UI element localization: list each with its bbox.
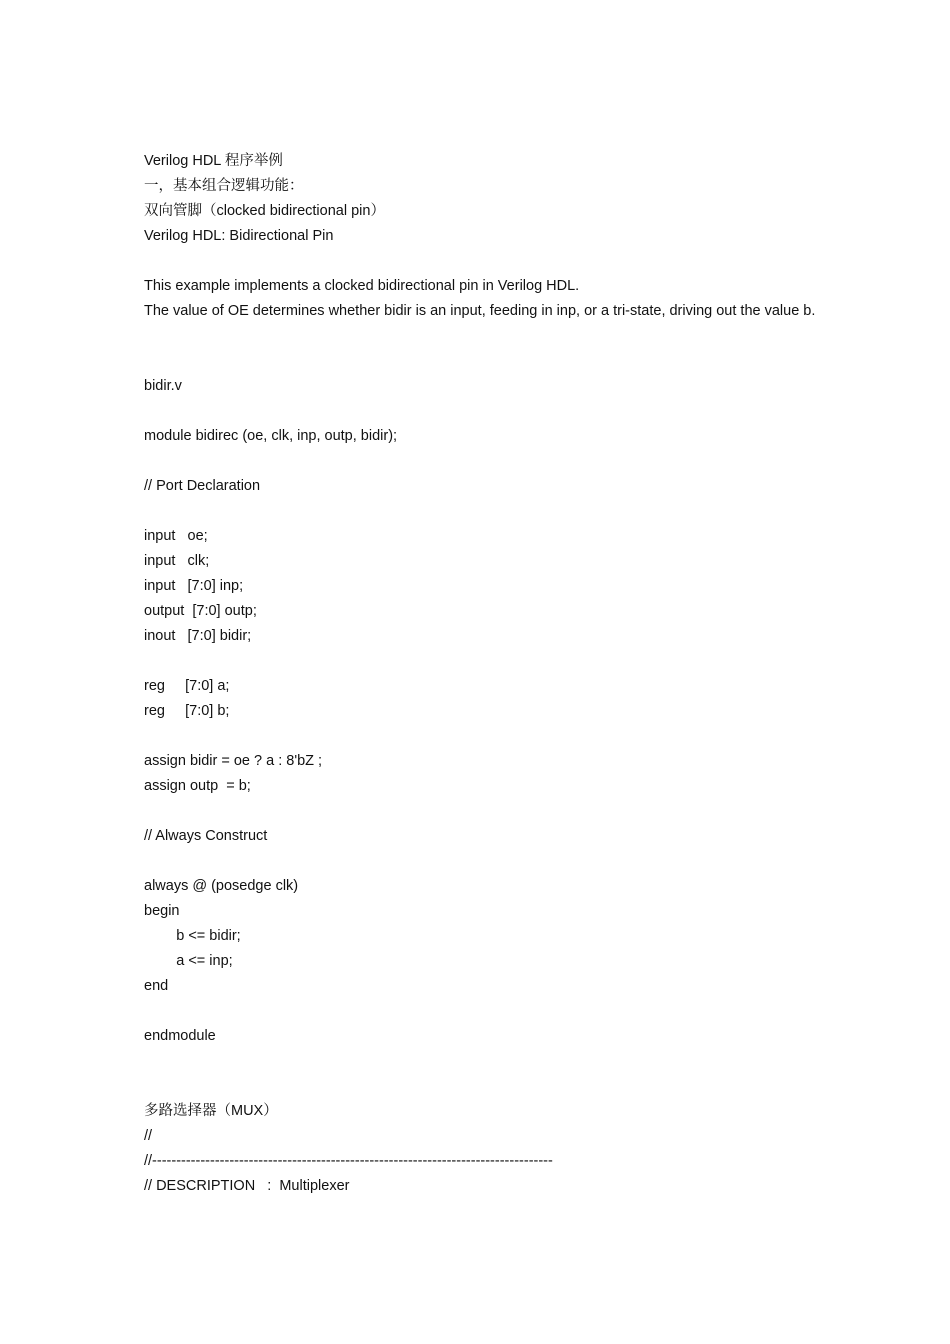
- blank-line: [144, 649, 824, 674]
- code-line: input [7:0] inp;: [144, 578, 244, 594]
- code-comment: //: [144, 1128, 153, 1144]
- file-name: bidir.v: [144, 378, 182, 394]
- code-line: endmodule: [144, 1028, 216, 1044]
- code-line: output [7:0] outp;: [144, 603, 257, 619]
- code-comment: //-----------------------------------------------------------------------------------: [144, 1153, 553, 1169]
- blank-line: [144, 499, 824, 524]
- code-line: begin: [144, 903, 180, 919]
- code-line: input oe;: [144, 528, 208, 544]
- code-line: reg [7:0] b;: [144, 703, 230, 719]
- blank-line: [144, 724, 824, 749]
- code-line: b <= bidir;: [144, 928, 241, 944]
- document-body: [144, 149, 824, 1199]
- code-line: module bidirec (oe, clk, inp, outp, bidir);: [144, 428, 398, 444]
- code-line: inout [7:0] bidir;: [144, 628, 252, 644]
- blank-line: [144, 249, 824, 274]
- doc-title: Verilog HDL 程序举例: [144, 153, 283, 169]
- code-line: a <= inp;: [144, 953, 233, 969]
- code-line: end: [144, 978, 169, 994]
- description-line: This example implements a clocked bidirectional pin in Verilog HDL.: [144, 278, 580, 294]
- code-line: input clk;: [144, 553, 210, 569]
- subsection-heading: 多路选择器（MUX）: [144, 1103, 278, 1119]
- blank-line: [144, 999, 824, 1024]
- code-comment: // Always Construct: [144, 828, 268, 844]
- blank-line: [144, 349, 824, 374]
- blank-line: [144, 1074, 824, 1099]
- subsection-heading: 双向管脚（clocked bidirectional pin）: [144, 203, 385, 219]
- blank-line: [144, 799, 824, 824]
- blank-line: [144, 449, 824, 474]
- code-line: assign bidir = oe ? a : 8'bZ ;: [144, 753, 323, 769]
- blank-line: [144, 399, 824, 424]
- section-heading: 一，基本组合逻辑功能：: [144, 178, 304, 194]
- blank-line: [144, 849, 824, 874]
- blank-line: [144, 1049, 824, 1074]
- code-line: assign outp = b;: [144, 778, 251, 794]
- code-line: always @ (posedge clk): [144, 878, 299, 894]
- description-paragraph: The value of OE determines whether bidir is an input, feeding in inp, or a tri-state, driving out the value b.: [144, 303, 816, 319]
- code-comment: // DESCRIPTION : Multiplexer: [144, 1178, 350, 1194]
- example-title: Verilog HDL: Bidirectional Pin: [144, 228, 334, 244]
- code-line: reg [7:0] a;: [144, 678, 230, 694]
- code-comment: // Port Declaration: [144, 478, 261, 494]
- blank-line: [144, 324, 824, 349]
